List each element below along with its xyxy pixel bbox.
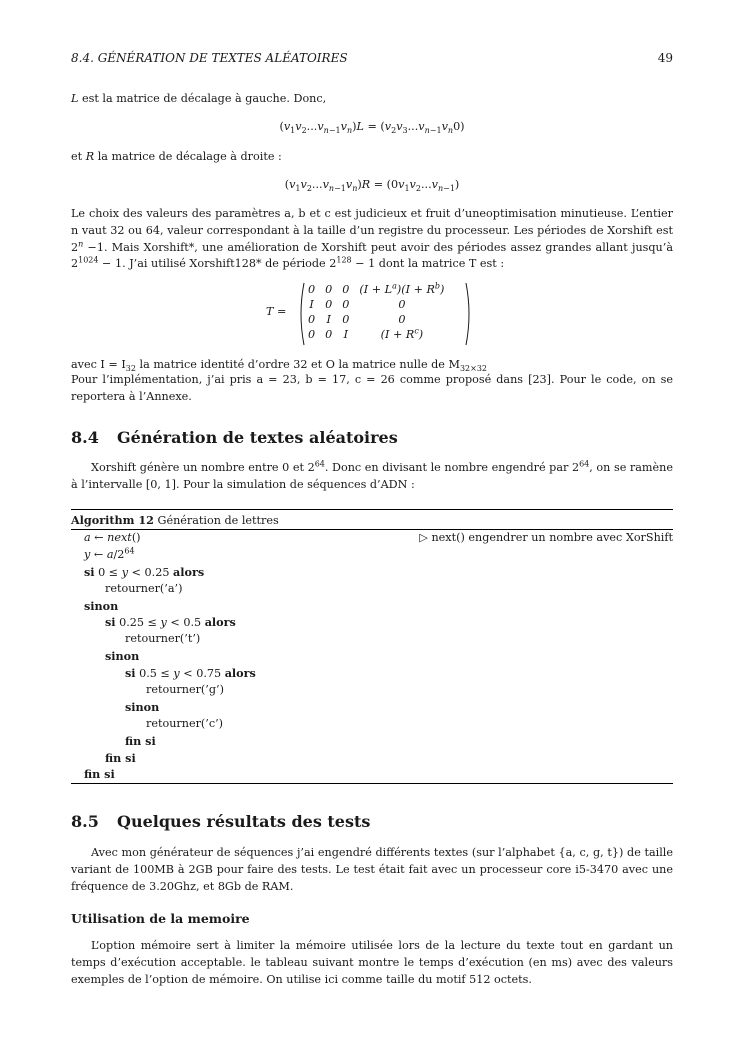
alg-line-15: fin si [84,767,115,782]
alg-line-14: fin si [105,750,136,765]
alg-line-13: fin si [125,733,156,748]
subsection-heading: Utilisation de la memoire [71,911,250,926]
r-matrix-sentence: et R la matrice de décalage à droite : [71,150,282,163]
l-matrix-sentence: L est la matrice de décalage à gauche. Donc, [71,92,327,105]
identity-sentence: avec $I = I_{32}$ la matrice identité d’ordre 32 et O la matrice nulle de $M_{32\times 32}$ [71,358,487,374]
algorithm-caption: Algorithm 12 Génération de lettres [71,510,673,530]
alg-line-8: sinon [105,649,140,664]
alg-line-5: sinon [84,598,119,613]
equation-right-shift: $(v_1v_2...v_{n-1}v_n)R = (0v_1v_2...v_{n-1})$ [284,178,460,194]
equation-left-shift: $(v_1v_2...v_{n-1}v_n)L = (v_2v_3...v_{n-1}v_n0)$ [279,120,465,136]
implementation-paragraph: Pour l’implémentation, j’ai pris a = 23, b = 17, c = 26 comme proposé dans [23]. Pour le code, on se reportera à l’Annexe. [71,373,673,403]
alg-comment: ▷ next() engendrer un nombre avec XorShift [419,531,673,544]
section-8-5-paragraph: Avec mon générateur de séquences j’ai engendré différents textes (sur l’alphabet {a, c, g, t}) de taille variant de 100MB à 2GB pour faire des tests. Le test était fait avec un processeur core i5-3470 avec une fréquence de 3.20Ghz, et 8Gb de RAM. [71,846,673,893]
alg-line-7: retourner(’t’) [125,632,201,646]
running-title: 8.4. GÉNÉRATION DE TEXTES ALÉATOIRES [71,51,348,65]
running-header [71,51,673,65]
matrix-t: 0 0 0 $(I + L^a)(I + R^b)$ I 0 0 0 0 I 0 0 0 0 I $(I + R^c)$ [308,281,445,341]
subsection-paragraph: L’option mémoire sert à limiter la mémoire utilisée lors de la lecture du texte tout en gardant un temps d’exécution acceptable. le tableau suivant montre le temps d’exécution (en ms) avec des valeurs exemples de l’option de mémoire. On utilise ici comme taille du motif 512 octets. [71,939,673,986]
alg-line-11: sinon [125,699,160,714]
section-8-4-heading: 8.4 Génération de textes aléatoires [71,428,398,447]
page-number: 49 [657,51,673,65]
alg-line-10: retourner(’g’) [146,683,224,697]
section-8-4-paragraph: Xorshift génère un nombre entre 0 et $2^{64}$. Donc en divisant le nombre engendré par $2^{64}$, on se ramène à l’intervalle [0, 1]. Pour la simulation de séquences d’ADN : [71,459,673,491]
alg-line-4: retourner(’a’) [105,581,183,595]
alg-line-6: si 0.25 ≤ y < 0.5 alors [105,615,236,630]
algorithm-12 [71,509,673,784]
section-8-5-heading: 8.5 Quelques résultats des tests [71,812,371,831]
alg-line-9: si 0.5 ≤ y < 0.75 alors [125,666,256,681]
matrix-right-paren [465,282,473,346]
matrix-label: T = [266,305,287,318]
alg-line-12: retourner(’c’) [146,716,224,730]
alg-line-2: y ← $a/2^{64}$ [84,546,135,561]
alg-line-1: a ← next() ▷ next() engendrer un nombre avec XorShift [71,530,673,547]
alg-line-3: si 0 ≤ y < 0.25 alors [84,564,205,579]
parameters-paragraph: Le choix des valeurs des paramètres a, b et c est judicieux et fruit d’uneoptimisation minutieuse. L’entier n vaut 32 ou 64, valeur correspondant à la taille d’un registre du processeur. Les périodes de Xorshift est $2^n -1$. Mais Xorshift*, une amélioration de Xorshift peut avoir des périodes assez grandes allant jusqu’à $2^{1024} - 1$. J’ai utilisé Xorshift128* de période $2^{128} - 1$ dont la matrice T est : [71,207,673,271]
